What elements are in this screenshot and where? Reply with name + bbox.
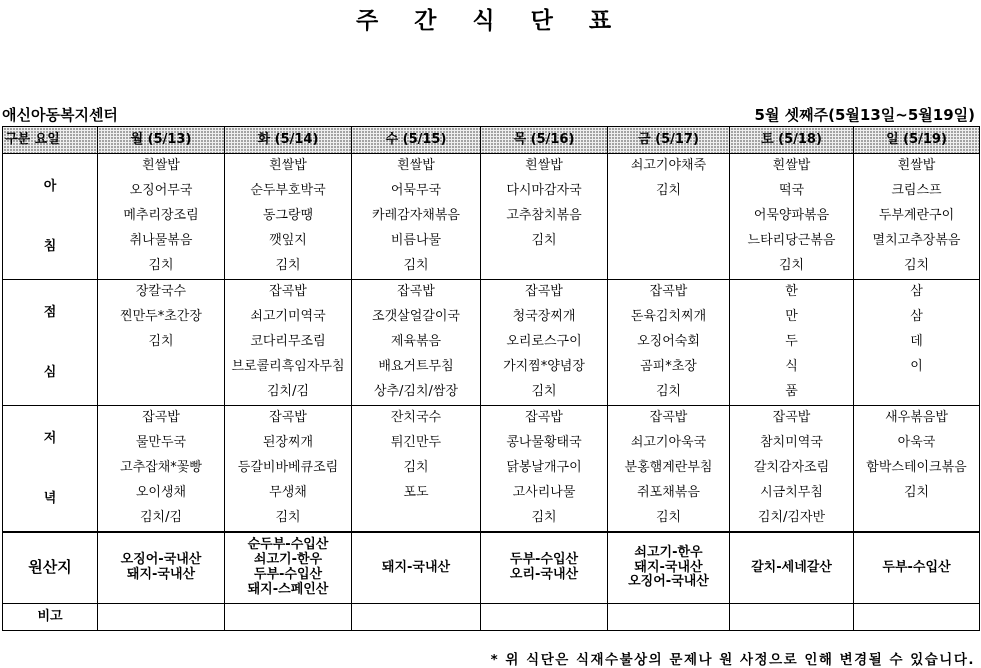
- menu-cell: 김치: [225, 254, 352, 280]
- menu-cell: 무생채: [225, 481, 352, 506]
- menu-cell: 잡곡밥: [98, 406, 225, 432]
- menu-row: [3, 406, 980, 432]
- menu-cell: 데: [854, 330, 980, 355]
- menu-cell: 쇠고기야채죽: [608, 154, 730, 180]
- menu-cell: 한: [730, 280, 854, 306]
- menu-cell: 돈육김치찌개: [608, 305, 730, 330]
- origin-line: 돼지-국내산: [634, 559, 703, 575]
- meal-label-char: 아: [43, 178, 57, 194]
- menu-cell: 고추참치볶음: [481, 204, 608, 229]
- menu-cell: 김치: [854, 481, 980, 506]
- menu-cell: 김치: [352, 456, 481, 481]
- header-day: 토 (5/18): [730, 127, 854, 154]
- menu-cell: [854, 506, 980, 532]
- origin-line: 돼지-국내산: [381, 559, 451, 575]
- menu-cell: 흰쌀밥: [225, 154, 352, 180]
- menu-cell: 흰쌀밥: [730, 154, 854, 180]
- menu-row: [3, 154, 980, 180]
- menu-cell: 다시마감자국: [481, 179, 608, 204]
- menu-cell: 된장찌개: [225, 431, 352, 456]
- menu-cell: 삼: [854, 280, 980, 306]
- menu-cell: [98, 380, 225, 406]
- menu-cell: [608, 204, 730, 229]
- note-cell: [730, 604, 854, 631]
- menu-cell: 잡곡밥: [352, 280, 481, 306]
- menu-cell: 비름나물: [352, 229, 481, 254]
- origin-line: 오징어-국내산: [120, 552, 202, 568]
- origin-cell: [730, 532, 854, 604]
- menu-row: [3, 254, 980, 280]
- menu-cell: 잔치국수: [352, 406, 481, 432]
- menu-cell: 조갯살얼갈이국: [352, 305, 481, 330]
- menu-cell: 이: [854, 355, 980, 380]
- menu-cell: 김치: [98, 330, 225, 355]
- origin-line: 두부-수입산: [509, 552, 579, 568]
- menu-cell: 오징어무국: [98, 179, 225, 204]
- menu-cell: 브로콜리흑임자무침: [225, 355, 352, 380]
- menu-cell: 식: [730, 355, 854, 380]
- menu-cell: 등갈비바베큐조림: [225, 456, 352, 481]
- menu-cell: 김치: [352, 254, 481, 280]
- origin-line: 갈치-세네갈산: [751, 559, 832, 575]
- menu-cell: 튀긴만두: [352, 431, 481, 456]
- menu-cell: 김치/김: [98, 506, 225, 532]
- menu-cell: 흰쌀밥: [98, 154, 225, 180]
- menu-cell: 떡국: [730, 179, 854, 204]
- origin-line: 순두부-수입산: [247, 537, 329, 553]
- menu-cell: 흰쌀밥: [352, 154, 481, 180]
- menu-cell: 오징어숙회: [608, 330, 730, 355]
- note-row: [3, 604, 980, 631]
- menu-cell: 오이생채: [98, 481, 225, 506]
- menu-cell: 김치/김: [225, 380, 352, 406]
- menu-cell: 김치: [481, 380, 608, 406]
- header-day: 목 (5/16): [481, 127, 608, 154]
- menu-cell: 김치: [481, 229, 608, 254]
- menu-row: [3, 456, 980, 481]
- menu-cell: 참치미역국: [730, 431, 854, 456]
- menu-cell: 어묵양파볶음: [730, 204, 854, 229]
- menu-cell: 두: [730, 330, 854, 355]
- header-day: 월 (5/13): [98, 127, 225, 154]
- menu-cell: 잡곡밥: [225, 406, 352, 432]
- menu-cell: 잡곡밥: [481, 280, 608, 306]
- menu-cell: 김치: [854, 254, 980, 280]
- menu-cell: 함박스테이크볶음: [854, 456, 980, 481]
- menu-cell: 느타리당근볶음: [730, 229, 854, 254]
- menu-row: [3, 506, 980, 532]
- menu-row: [3, 280, 980, 306]
- menu-cell: 김치: [608, 179, 730, 204]
- origin-line: 오징어-국내산: [628, 574, 709, 590]
- meal-label-char: 심: [43, 364, 57, 380]
- menu-cell: 김치: [608, 506, 730, 532]
- menu-row: [3, 431, 980, 456]
- menu-cell: 삼: [854, 305, 980, 330]
- menu-cell: 코다리무조림: [225, 330, 352, 355]
- menu-row: [3, 229, 980, 254]
- menu-row: [3, 305, 980, 330]
- menu-cell: 쇠고기미역국: [225, 305, 352, 330]
- menu-cell: [608, 254, 730, 280]
- menu-cell: 김치: [98, 254, 225, 280]
- menu-cell: 장칼국수: [98, 280, 225, 306]
- menu-cell: 시금치무침: [730, 481, 854, 506]
- menu-cell: 잡곡밥: [225, 280, 352, 306]
- center-name: 애신아동복지센터: [2, 106, 118, 124]
- menu-cell: 김치: [225, 506, 352, 532]
- menu-row: [3, 380, 980, 406]
- menu-cell: 쥐포채볶음: [608, 481, 730, 506]
- menu-row: [3, 204, 980, 229]
- menu-cell: 오리로스구이: [481, 330, 608, 355]
- menu-cell: 제육볶음: [352, 330, 481, 355]
- page-title: 주 간 식 단 표: [355, 8, 626, 34]
- origin-line: 돼지-국내산: [126, 567, 196, 582]
- origin-label: 원산지: [3, 532, 98, 604]
- menu-cell: 닭봉날개구이: [481, 456, 608, 481]
- origin-cell: [481, 532, 608, 604]
- menu-cell: 김치: [730, 254, 854, 280]
- menu-row: [3, 355, 980, 380]
- menu-cell: [481, 254, 608, 280]
- menu-cell: 잡곡밥: [608, 280, 730, 306]
- menu-row: [3, 179, 980, 204]
- menu-cell: 흰쌀밥: [854, 154, 980, 180]
- menu-cell: 취나물볶음: [98, 229, 225, 254]
- menu-cell: 고사리나물: [481, 481, 608, 506]
- menu-cell: 분홍햄계란부침: [608, 456, 730, 481]
- menu-cell: 품: [730, 380, 854, 406]
- menu-cell: [98, 355, 225, 380]
- note-label: 비고: [3, 604, 98, 631]
- origin-cell: [608, 532, 730, 604]
- meal-label: [3, 154, 98, 280]
- header-row: [3, 127, 980, 154]
- menu-cell: 김치: [608, 380, 730, 406]
- menu-cell: 만: [730, 305, 854, 330]
- menu-cell: 물만두국: [98, 431, 225, 456]
- menu-cell: 갈치감자조림: [730, 456, 854, 481]
- menu-cell: 상추/김치/쌈장: [352, 380, 481, 406]
- menu-cell: 깻잎지: [225, 229, 352, 254]
- origin-line: 돼지-스페인산: [247, 581, 329, 597]
- note-cell: [98, 604, 225, 631]
- menu-cell: 어묵무국: [352, 179, 481, 204]
- header-day: 일 (5/19): [854, 127, 980, 154]
- origin-line: 두부-수입산: [253, 567, 323, 582]
- meal-label: [3, 280, 98, 406]
- origin-line: 오리-국내산: [509, 567, 579, 582]
- menu-table: [2, 126, 980, 631]
- menu-body: [3, 127, 980, 631]
- header-corner: 구분 요일: [3, 127, 98, 154]
- meal-label: [3, 406, 98, 533]
- menu-cell: 잡곡밥: [608, 406, 730, 432]
- meal-label-char: 저: [43, 430, 57, 446]
- menu-cell: 두부계란구이: [854, 204, 980, 229]
- menu-cell: 멸치고추장볶음: [854, 229, 980, 254]
- menu-cell: [352, 506, 481, 532]
- menu-cell: 잡곡밥: [730, 406, 854, 432]
- menu-cell: 쇠고기아욱국: [608, 431, 730, 456]
- menu-cell: 아욱국: [854, 431, 980, 456]
- menu-cell: [608, 229, 730, 254]
- note-cell: [608, 604, 730, 631]
- menu-cell: 잡곡밥: [481, 406, 608, 432]
- menu-cell: 흰쌀밥: [481, 154, 608, 180]
- menu-cell: 고추잡채*꽃빵: [98, 456, 225, 481]
- menu-row: [3, 481, 980, 506]
- note-cell: [352, 604, 481, 631]
- origin-line: 쇠고기-한우: [634, 544, 703, 560]
- menu-row: [3, 330, 980, 355]
- menu-cell: 곰피*초장: [608, 355, 730, 380]
- week-label: 5월 셋째주(5월13일~5월19일): [754, 106, 975, 124]
- footnote: * 위 식단은 식재수불상의 문제나 원 사정으로 인해 변경될 수 있습니다.: [490, 652, 975, 668]
- origin-cell: [225, 532, 352, 604]
- origin-cell: [352, 532, 481, 604]
- origin-line: 두부-수입산: [882, 559, 951, 575]
- menu-cell: 찐만두*초간장: [98, 305, 225, 330]
- note-cell: [481, 604, 608, 631]
- menu-cell: 가지찜*양념장: [481, 355, 608, 380]
- origin-cell: [98, 532, 225, 604]
- menu-cell: 순두부호박국: [225, 179, 352, 204]
- menu-cell: 메추리장조림: [98, 204, 225, 229]
- origin-row: [3, 532, 980, 604]
- menu-cell: 배요거트무침: [352, 355, 481, 380]
- menu-cell: 청국장찌개: [481, 305, 608, 330]
- header-day: 수 (5/15): [352, 127, 481, 154]
- origin-line: 쇠고기-한우: [253, 552, 323, 568]
- menu-cell: 동그랑땡: [225, 204, 352, 229]
- menu-cell: 김치/김자반: [730, 506, 854, 532]
- menu-cell: 카레감자채볶음: [352, 204, 481, 229]
- menu-cell: [854, 380, 980, 406]
- menu-cell: 크림스프: [854, 179, 980, 204]
- origin-cell: [854, 532, 980, 604]
- header-day: 화 (5/14): [225, 127, 352, 154]
- menu-cell: 새우볶음밥: [854, 406, 980, 432]
- meal-label-char: 침: [43, 238, 57, 254]
- header-day: 금 (5/17): [608, 127, 730, 154]
- note-cell: [854, 604, 980, 631]
- meal-label-char: 녁: [43, 490, 57, 506]
- menu-cell: 포도: [352, 481, 481, 506]
- meal-label-char: 점: [43, 304, 57, 320]
- menu-cell: 콩나물황태국: [481, 431, 608, 456]
- menu-cell: 김치: [481, 506, 608, 532]
- note-cell: [225, 604, 352, 631]
